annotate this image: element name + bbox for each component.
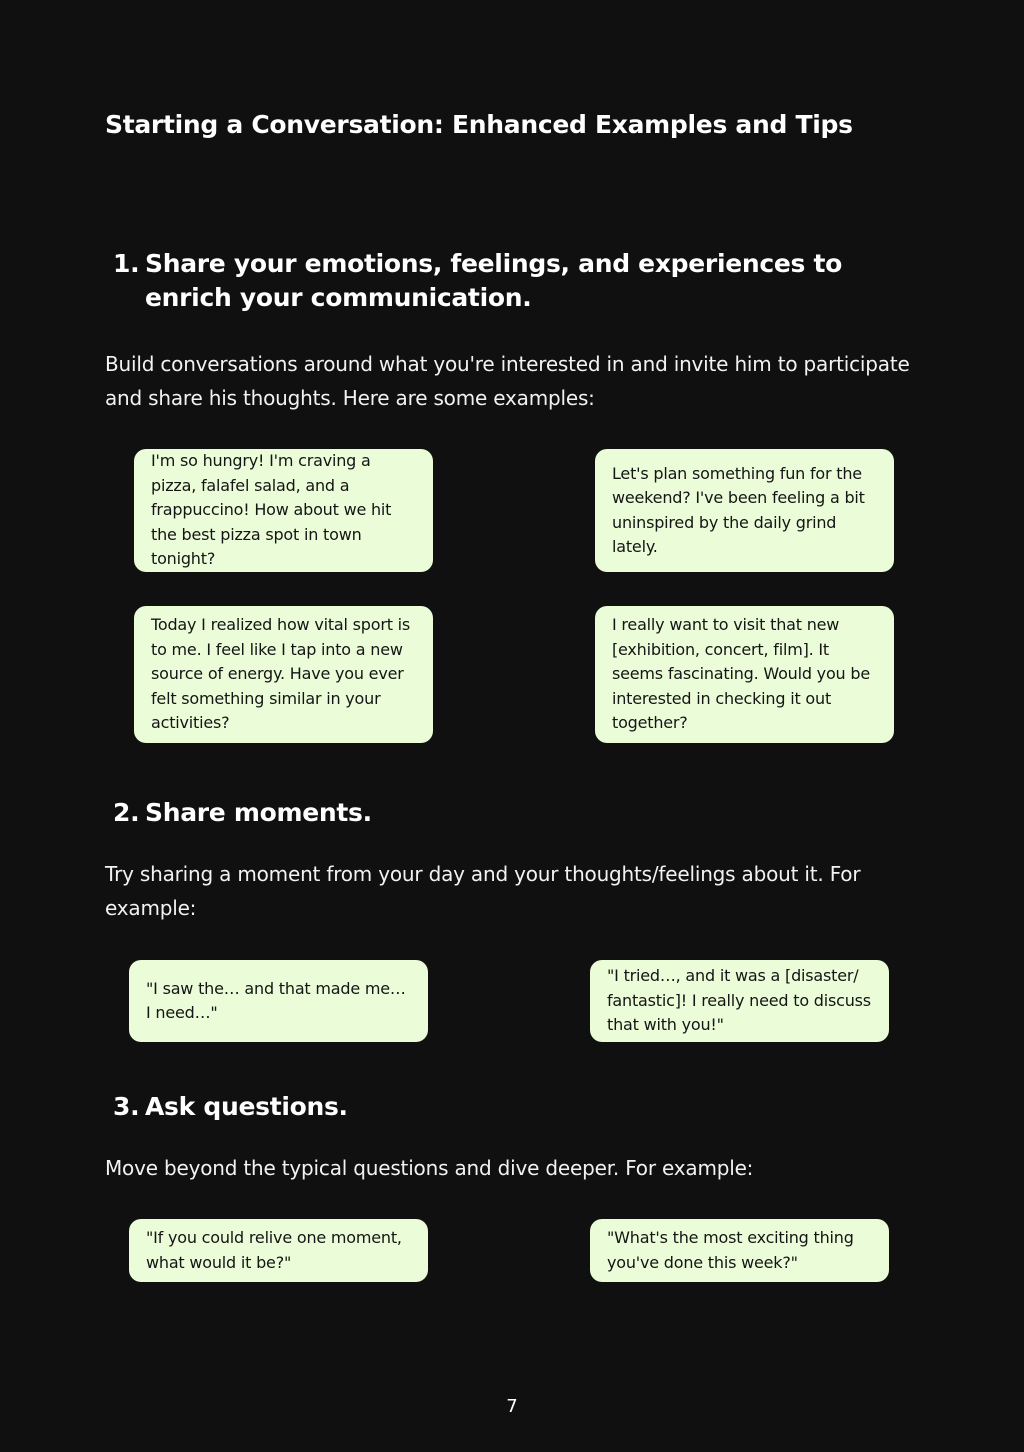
example-text: Today I realized how vital sport is to me. I feel like I tap into a new source of energy. Have you ever felt something similar in your activities?	[151, 615, 411, 733]
example-bubble	[129, 1219, 428, 1282]
example-text: "What's the most exciting thing you've done this week?"	[607, 1228, 854, 1272]
page-number: 7	[506, 1396, 518, 1417]
example-bubble	[590, 960, 889, 1042]
section-2-intro: Try sharing a moment from your day and your thoughts/feelings about it. For example:	[105, 862, 861, 920]
page-title: Starting a Conversation: Enhanced Examples and Tips	[105, 110, 853, 139]
example-text: Let's plan something fun for the weekend? I've been feeling a bit uninspired by the daily grind lately.	[612, 463, 865, 556]
section-3-number: 3.	[113, 1092, 140, 1121]
section-3-intro: Move beyond the typical questions and dive deeper. For example:	[105, 1156, 754, 1180]
section-2-number: 2.	[113, 798, 140, 827]
example-text: I'm so hungry! I'm craving a pizza, falafel salad, and a frappuccino! How about we hit the best pizza spot in town tonight?	[151, 451, 392, 569]
example-text: "I saw the… and that made me… I need…"	[146, 978, 406, 1022]
section-3-title: Ask questions.	[145, 1092, 348, 1121]
example-bubble	[134, 606, 433, 743]
section-2-title: Share moments.	[145, 798, 372, 827]
example-text: "I tried…, and it was a [disaster/ fantastic]! I really need to discuss that with you!"	[607, 966, 871, 1035]
section-1-number: 1.	[113, 249, 140, 278]
section-1-heading	[113, 247, 933, 315]
example-text: I really want to visit that new [exhibition, concert, film]. It seems fascinating. Would you be interested in checking it out together?	[612, 615, 870, 733]
section-3-heading	[113, 1090, 933, 1124]
section-2-heading	[113, 796, 933, 830]
example-bubble	[129, 960, 428, 1042]
section-1-intro: Build conversations around what you're interested in and invite him to participate and share his thoughts. Here are some examples:	[105, 352, 910, 410]
example-bubble	[595, 606, 894, 743]
example-bubble	[595, 449, 894, 572]
section-1-title: Share your emotions, feelings, and experiences to enrich your communication.	[145, 249, 843, 312]
example-bubble	[590, 1219, 889, 1282]
example-bubble	[134, 449, 433, 572]
example-text: "If you could relive one moment, what would it be?"	[146, 1228, 402, 1272]
